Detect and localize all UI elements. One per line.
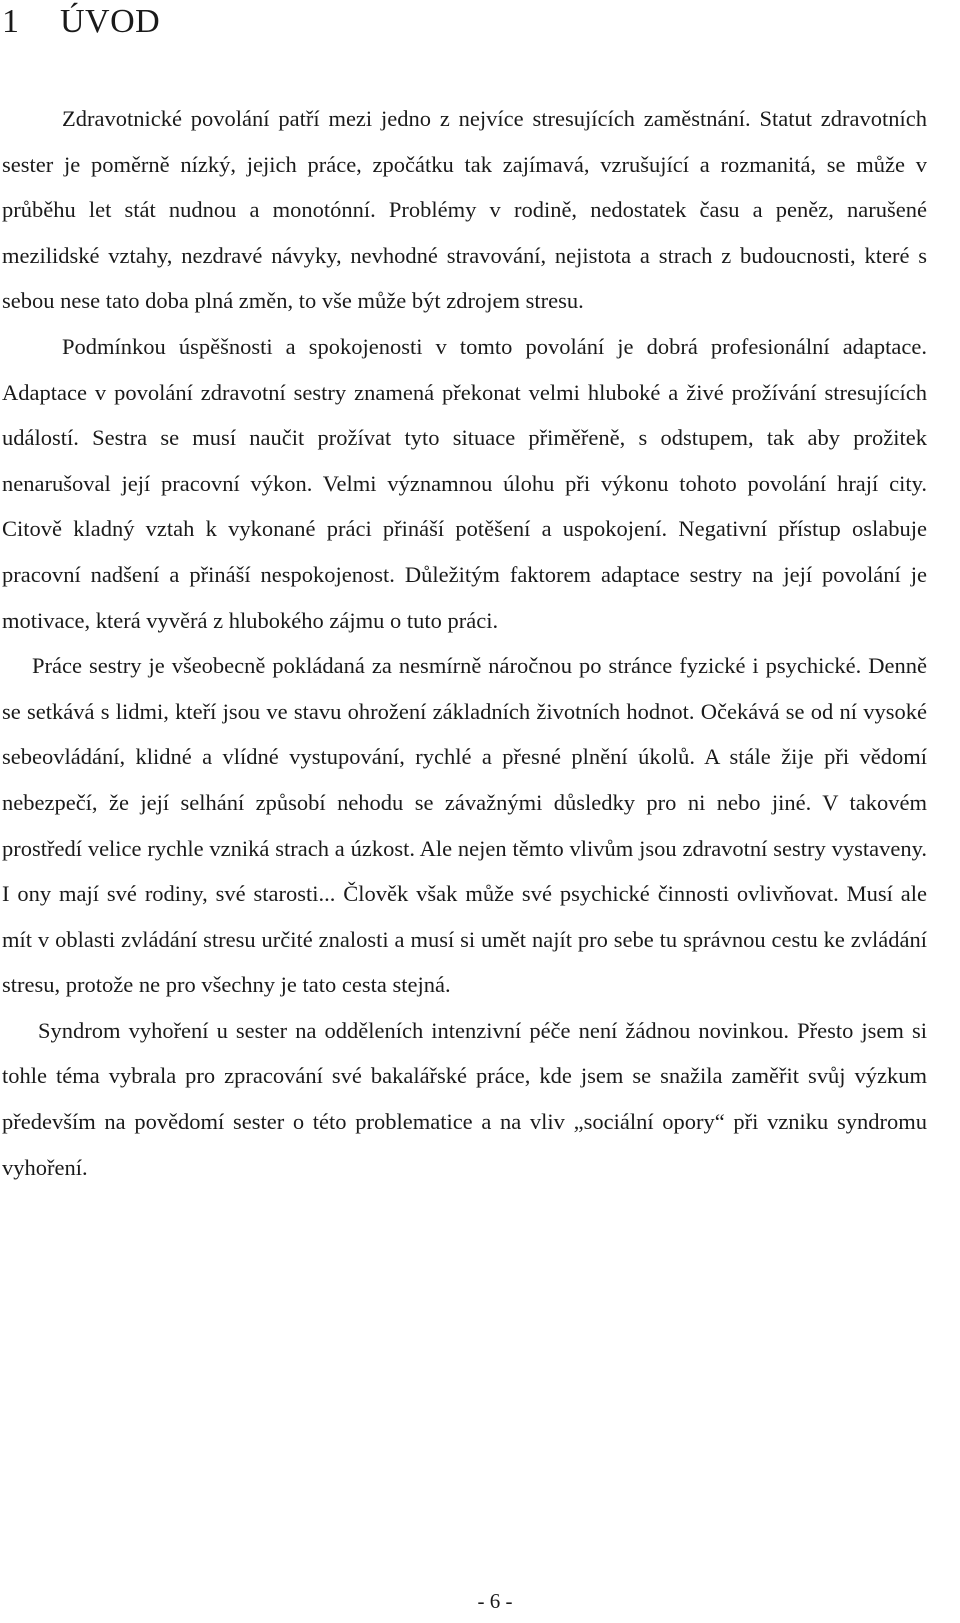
- page-number: - 6 -: [477, 1589, 513, 1613]
- chapter-number: 1: [2, 3, 20, 40]
- chapter-heading: [2, 2, 160, 42]
- paragraph-burnout: Syndrom vyhoření u sester na odděleních intenzivní péče není žádnou novinkou. Přesto jsem si tohle téma vybrala pro zpracování své bakalářské práce, kde jsem se snažila zaměřit svůj výzkum především na povědomí sester o této problematice a na vliv „sociální opory“ při vzniku syndromu vyhoření.: [2, 1017, 927, 1180]
- paragraph-intro: Zdravotnické povolání patří mezi jedno z nejvíce stresujících zaměstnání. Statut zdravotních sester je poměrně nízký, jejich práce, zpočátku tak zajímavá, vzrušující a rozmanitá, se může v průběhu let stát nudnou a monotónní. Problémy v rodině, nedostatek času a peněz, narušené mezilidské vztahy, nezdravé návyky, nevhodné stravování, nejistota a strach z budoucnosti, které s sebou nese tato doba plná změn, to vše může být zdrojem stresu.: [2, 106, 927, 314]
- paragraph-demands: Práce sestry je všeobecně pokládaná za nesmírně náročnou po stránce fyzické i psychické. Denně se setkává s lidmi, kteří jsou ve stavu ohrožení základních životních hodnot. Očekává se od ní vysoké sebeovládání, klidné a vlídné vystupování, rychlé a přesné plnění úkolů. A stále žije při vědomí nebezpečí, že její selhání způsobí nehodu se závažnými důsledky pro ni nebo jiné. V takovém prostředí velice rychle vzniká strach a úzkost. Ale nejen těmto vlivům jsou zdravotní sestry vystaveny. I ony mají své rodiny, své starosti... Člověk však může své psychické činnosti ovlivňovat. Musí ale mít v oblasti zvládání stresu určité znalosti a musí si umět najít pro sebe tu správnou cestu ke zvládání stresu, protože ne pro všechny je tato cesta stejná.: [2, 653, 927, 998]
- body-text: [2, 96, 927, 1190]
- chapter-title: ÚVOD: [60, 3, 161, 40]
- paragraph-adaptation: Podmínkou úspěšnosti a spokojenosti v tomto povolání je dobrá profesionální adaptace. Adaptace v povolání zdravotní sestry znamená překonat velmi hluboké a živé prožívání stresujících událostí. Sestra se musí naučit prožívat tyto situace přiměřeně, s odstupem, tak aby prožitek nenarušoval její pracovní výkon. Velmi významnou úlohu při výkonu tohoto povolání hrají city. Citově kladný vztah k vykonané práci přináší potěšení a uspokojení. Negativní přístup oslabuje pracovní nadšení a přináší nespokojenost. Důležitým faktorem adaptace sestry na její povolání je motivace, která vyvěrá z hlubokého zájmu o tuto práci.: [2, 333, 927, 633]
